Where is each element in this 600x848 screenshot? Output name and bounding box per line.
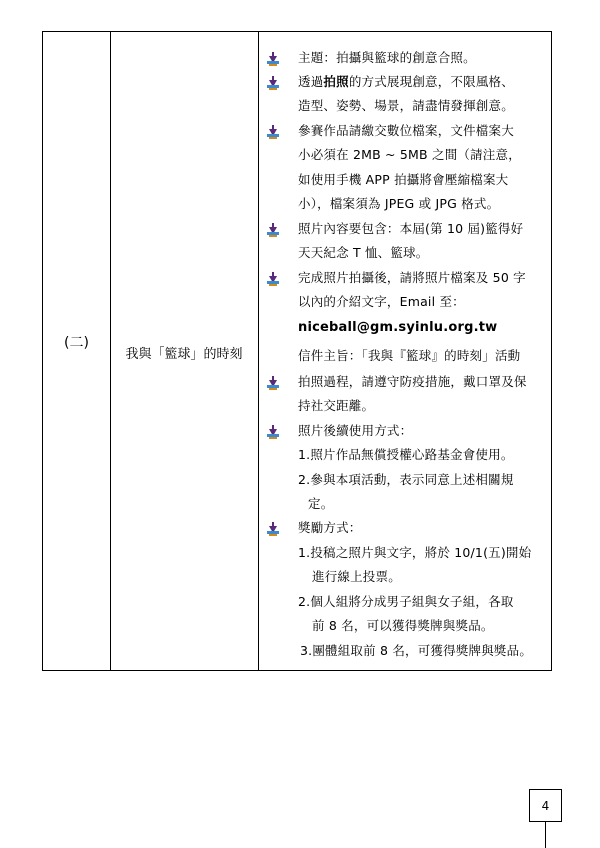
rule-line: 天天紀念 T 恤、籃球。 bbox=[298, 245, 429, 260]
bullet-icon bbox=[267, 125, 279, 139]
rule-line: 前 8 名，可以獲得獎牌與獎品。 bbox=[312, 618, 494, 633]
rule-line: 小），檔案須為 JPEG 或 JPG 格式。 bbox=[298, 196, 500, 211]
page-number-line bbox=[545, 822, 546, 848]
rule-line: 小必須在 2MB ~ 5MB 之間（請注意， bbox=[298, 147, 521, 162]
bullet-icon bbox=[267, 52, 279, 66]
item-number: (二) bbox=[64, 335, 89, 351]
rules-table bbox=[42, 31, 552, 671]
bullet-icon bbox=[267, 376, 279, 390]
rule-line: 完成照片拍攝後，請將照片檔案及 50 字 bbox=[298, 270, 526, 285]
rule-line: 1.照片作品無償授權心路基金會使用。 bbox=[298, 447, 514, 462]
rule-line: 照片內容要包含：本屆(第 10 屆)籃得好 bbox=[298, 221, 524, 236]
rule-line: 定。 bbox=[308, 496, 334, 511]
rule-line: 3.團體組取前 8 名，可獲得獎牌與獎品。 bbox=[300, 643, 533, 658]
rule-line: 透過拍照的方式展現創意，不限風格、 bbox=[298, 74, 514, 89]
bullet-icon bbox=[267, 272, 279, 286]
bullet-icon bbox=[267, 223, 279, 237]
bullet-icon bbox=[267, 522, 279, 536]
bullet-icon bbox=[267, 76, 279, 90]
rule-line: 拍照過程，請遵守防疫措施，戴口罩及保 bbox=[298, 374, 527, 389]
rule-line: 造型、姿勢、場景，請盡情發揮創意。 bbox=[298, 98, 514, 113]
rule-line: 1.投稿之照片與文字，將於 10/1(五)開始 bbox=[298, 545, 532, 560]
rule-line: 參賽作品請繳交數位檔案，文件檔案大 bbox=[298, 123, 514, 138]
rule-line: 2.參與本項活動，表示同意上述相關規 bbox=[298, 472, 514, 487]
rule-line: 2.個人組將分成男子組與女子組，各取 bbox=[298, 594, 514, 609]
page-number: 4 bbox=[529, 789, 562, 822]
rule-line: 信件主旨：「我與『籃球』的時刻」活動 bbox=[298, 348, 521, 363]
rule-line: 如使用手機 APP 拍攝將會壓縮檔案大 bbox=[298, 172, 509, 187]
rule-line: 照片後續使用方式： bbox=[298, 423, 413, 438]
rule-line: 獎勵方式： bbox=[298, 520, 362, 535]
rule-line: 進行線上投票。 bbox=[312, 569, 401, 584]
bullet-icon bbox=[267, 425, 279, 439]
rule-line: 持社交距離。 bbox=[298, 398, 375, 413]
rule-topic: 主題：拍攝與籃球的創意合照。 bbox=[298, 50, 476, 65]
column-divider bbox=[258, 32, 259, 670]
contact-email: niceball@gm.syinlu.org.tw bbox=[298, 320, 498, 335]
item-title: 我與「籃球」的時刻 bbox=[125, 347, 243, 362]
rule-line: 以內的介紹文字，Email 至： bbox=[298, 294, 465, 309]
